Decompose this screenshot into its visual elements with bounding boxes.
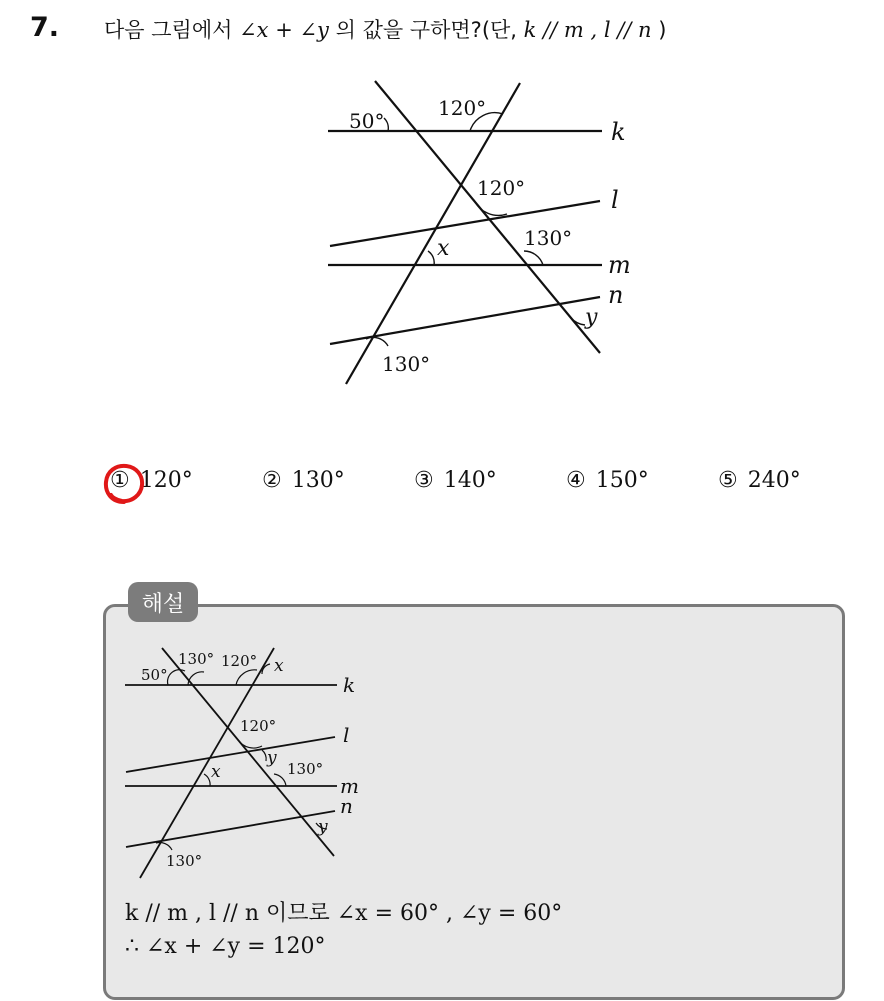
sol-label-130-top: 130° (178, 650, 215, 668)
question-expression: ∠x + ∠y (239, 18, 329, 42)
question-text-end: ) (651, 18, 667, 42)
sol-label-y-bot: y (318, 817, 328, 837)
label-x: x (437, 236, 450, 261)
label-l: l (611, 186, 619, 214)
sol-label-x: x (211, 762, 221, 782)
label-y: y (585, 305, 598, 330)
sol-transversal-1 (162, 648, 334, 856)
sol-label-n: n (340, 794, 353, 818)
choice-3-value: 140° (443, 468, 497, 493)
label-50: 50° (349, 109, 385, 133)
question-number: 7. (30, 12, 60, 43)
question-text-part2: 의 값을 구하면?(단, (328, 18, 524, 42)
sol-label-130-bot: 130° (166, 852, 203, 870)
label-m: m (608, 251, 631, 279)
sol-label-y-mid: y (267, 748, 277, 768)
sol-label-k: k (343, 673, 356, 697)
label-n: n (608, 281, 624, 309)
choice-4-value: 150° (595, 468, 649, 493)
choice-2-number: ② (262, 468, 282, 493)
sol-label-x-top: x (274, 656, 284, 676)
sol-label-120-mid: 120° (240, 717, 277, 735)
solution-line-1: k // m , l // n 이므로 ∠x = 60° , ∠y = 60° (125, 901, 563, 926)
sol-arc-130-m (274, 774, 286, 786)
choice-4-number: ④ (566, 468, 586, 493)
sol-label-m: m (340, 774, 359, 798)
label-k: k (611, 118, 626, 146)
sol-arc-120-mid (238, 740, 262, 748)
sol-label-130-m: 130° (287, 760, 324, 778)
sol-arc-x (204, 774, 210, 786)
sol-label-120-top: 120° (221, 652, 258, 670)
sol-label-l: l (343, 723, 350, 747)
label-120-top: 120° (438, 96, 487, 120)
sol-line-n (126, 811, 335, 847)
label-130-bot: 130° (382, 352, 431, 376)
label-130-m: 130° (524, 226, 573, 250)
choice-3-number: ③ (414, 468, 434, 493)
question-condition: k // m , l // n (523, 18, 652, 42)
choice-1-number: ① (110, 468, 130, 493)
choice-5-number: ⑤ (718, 468, 738, 493)
choice-2-value: 130° (291, 468, 345, 493)
question-text-part1: 다음 그림에서 (104, 18, 240, 42)
choice-5-value: 240° (747, 468, 801, 493)
solution-line-2: ∴ ∠x + ∠y = 120° (125, 934, 326, 959)
sol-label-50: 50° (141, 666, 168, 684)
solution-tag: 해설 (128, 582, 198, 622)
choice-1-value: 120° (139, 468, 193, 493)
label-120-mid: 120° (477, 176, 526, 200)
sol-arc-y-mid (262, 750, 266, 761)
